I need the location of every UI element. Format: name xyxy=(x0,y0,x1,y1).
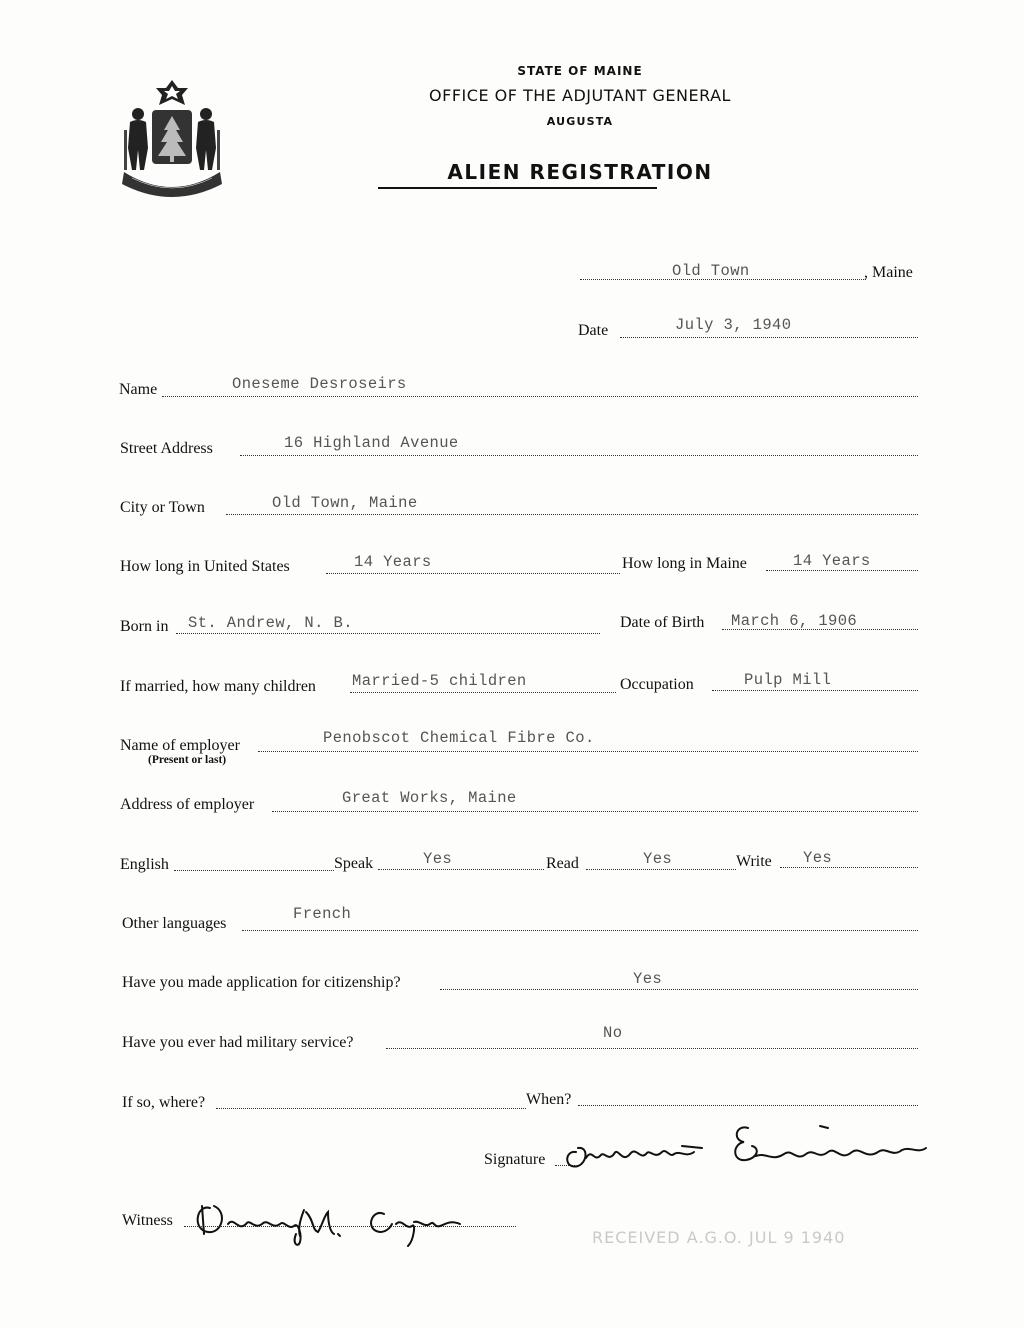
children-line xyxy=(350,692,616,693)
employer-value: Penobscot Chemical Fibre Co. xyxy=(323,729,595,747)
witness-label: Witness xyxy=(122,1212,173,1229)
english-line xyxy=(174,870,334,871)
received-stamp: RECEIVED A.G.O. JUL 9 1940 xyxy=(592,1228,846,1247)
location-town-value: Old Town xyxy=(672,262,750,280)
read-line xyxy=(586,869,736,870)
city-value: Old Town, Maine xyxy=(272,494,418,512)
signature-handwriting xyxy=(562,1118,942,1178)
name-label: Name xyxy=(119,381,158,398)
name-line xyxy=(162,396,918,397)
citizenship-line xyxy=(440,989,918,990)
date-value: July 3, 1940 xyxy=(675,316,792,334)
header-office: OFFICE OF THE ADJUTANT GENERAL xyxy=(429,86,731,105)
speak-line xyxy=(378,869,544,870)
employer-label: Name of employer xyxy=(120,737,240,754)
signature-label: Signature xyxy=(484,1151,546,1168)
occupation-value: Pulp Mill xyxy=(744,671,832,689)
how-long-maine-line xyxy=(766,570,918,571)
how-long-us-line xyxy=(326,573,620,574)
other-languages-label: Other languages xyxy=(122,915,227,932)
street-address-line xyxy=(240,455,918,456)
military-value: No xyxy=(603,1024,623,1042)
write-line xyxy=(780,867,918,868)
children-value: Married-5 children xyxy=(352,672,527,690)
employer-line xyxy=(258,751,918,752)
english-label: English xyxy=(120,856,169,873)
date-of-birth-label: Date of Birth xyxy=(620,614,705,631)
street-address-value: 16 Highland Avenue xyxy=(284,434,459,452)
maine-state-seal xyxy=(118,78,226,200)
born-in-line xyxy=(176,633,600,634)
write-value: Yes xyxy=(803,849,833,867)
street-address-label: Street Address xyxy=(120,440,213,457)
date-label: Date xyxy=(578,322,609,339)
employer-address-label: Address of employer xyxy=(120,796,255,813)
children-label: If married, how many children xyxy=(120,678,316,695)
occupation-label: Occupation xyxy=(620,676,694,693)
if-so-where-line xyxy=(216,1108,526,1109)
form-title: ALIEN REGISTRATION xyxy=(447,160,713,184)
date-line xyxy=(620,337,918,338)
read-value: Yes xyxy=(643,850,673,868)
speak-value: Yes xyxy=(423,850,453,868)
military-label: Have you ever had military service? xyxy=(122,1034,354,1051)
other-languages-value: French xyxy=(293,905,352,923)
citizenship-label: Have you made application for citizenship? xyxy=(122,974,401,991)
military-line xyxy=(386,1048,918,1049)
how-long-us-label: How long in United States xyxy=(120,558,290,575)
city-line xyxy=(226,514,918,515)
when-label: When? xyxy=(526,1091,572,1108)
how-long-maine-value: 14 Years xyxy=(793,552,871,570)
employer-sublabel: (Present or last) xyxy=(148,754,227,766)
occupation-line xyxy=(712,690,918,691)
employer-address-line xyxy=(272,811,918,812)
how-long-maine-label: How long in Maine xyxy=(622,555,747,572)
date-of-birth-value: March 6, 1906 xyxy=(731,612,858,630)
header-city: AUGUSTA xyxy=(546,115,614,128)
witness-handwriting xyxy=(188,1190,488,1250)
born-in-label: Born in xyxy=(120,618,169,635)
employer-address-value: Great Works, Maine xyxy=(342,789,517,807)
if-so-where-label: If so, where? xyxy=(122,1094,206,1111)
location-state-label: , Maine xyxy=(864,264,913,281)
speak-label: Speak xyxy=(334,855,374,872)
other-languages-line xyxy=(242,930,918,931)
name-value: Oneseme Desroseirs xyxy=(232,375,407,393)
how-long-us-value: 14 Years xyxy=(354,553,432,571)
citizenship-value: Yes xyxy=(633,970,663,988)
header-state: STATE OF MAINE xyxy=(517,64,643,78)
write-label: Write xyxy=(736,853,772,870)
title-underline xyxy=(378,187,657,189)
when-line xyxy=(578,1105,918,1106)
read-label: Read xyxy=(546,855,579,872)
born-in-value: St. Andrew, N. B. xyxy=(188,614,353,632)
city-label: City or Town xyxy=(120,499,205,516)
